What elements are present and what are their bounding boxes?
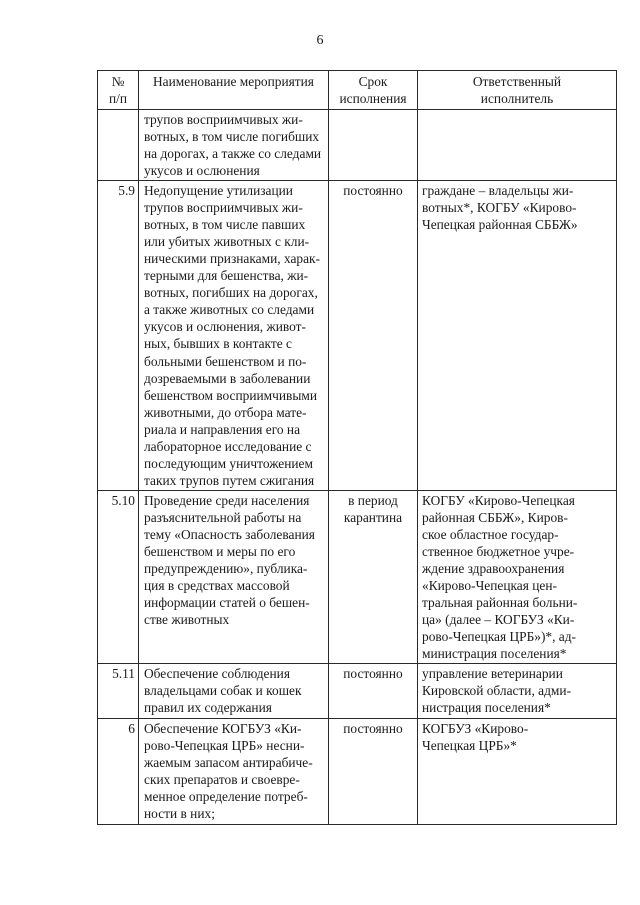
responsible-executor [418, 110, 617, 180]
table-row [98, 663, 617, 718]
activity-name-line: последующим уничтожением [144, 456, 313, 472]
activity-name-line: разъяснительной работы на [144, 509, 302, 525]
row-number: 5.9 [98, 180, 139, 490]
table-header-row [98, 71, 617, 110]
responsible-executor-line: вотных*, КОГБУ «Кирово- [422, 199, 577, 215]
deadline [329, 718, 418, 824]
activity-name [139, 663, 329, 718]
responsible-executor-line: ждение здравоохранения [422, 560, 565, 576]
deadline [329, 180, 418, 490]
row-number: 5.11 [98, 663, 139, 718]
activity-name-line: бешенством восприимчивыми [144, 387, 318, 403]
activity-name-line: Проведение среди населения [144, 492, 310, 508]
header-term-line: исполнения [339, 91, 407, 107]
responsible-executor-line: КОГБУ «Кирово-Чепецкая [422, 492, 575, 508]
activity-name-line: больными бешенством и по- [144, 353, 307, 369]
activity-name-line: таких трупов путем сжигания [144, 473, 315, 489]
activity-name-line: менное определение потреб- [144, 788, 308, 804]
responsible-executor-line: «Кирово-Чепецкая цен- [422, 578, 557, 594]
activity-name-line: риала и направления его на [144, 421, 301, 437]
header-name [139, 71, 329, 110]
activity-name [139, 110, 329, 180]
activity-plan-table [97, 70, 617, 825]
activity-name-line: вотных, в том числе погибших [144, 129, 320, 145]
activity-name-line: Обеспечение КОГБУЗ «Ки- [144, 720, 302, 736]
header-name-line: Наименование мероприятия [153, 74, 314, 89]
activity-name-line: трупов восприимчивых жи- [144, 112, 303, 128]
row-number [98, 110, 139, 180]
activity-name-line: ных, бывших в контакте с [144, 336, 292, 352]
activity-name-line: жаемым запасом антирабиче- [144, 754, 313, 770]
header-term [329, 71, 418, 110]
activity-name-line: ция в средствах массовой [144, 578, 290, 594]
deadline [329, 663, 418, 718]
activity-name-line: вотных, погибших на дорогах, [144, 285, 318, 301]
deadline-line: постоянно [343, 182, 403, 198]
responsible-executor-line: министрация поселения* [422, 646, 567, 662]
activity-name-line: вотных, в том числе павших [144, 216, 306, 232]
activity-name [139, 180, 329, 490]
activity-name-line: ских препаратов и своевре- [144, 771, 300, 787]
header-num-line: № [111, 74, 125, 89]
responsible-executor [418, 718, 617, 824]
table-row [98, 110, 617, 180]
responsible-executor-line: нистрация поселения* [422, 699, 551, 715]
activity-name-line: правил их содержания [144, 699, 272, 715]
row-number: 6 [98, 718, 139, 824]
activity-name-line: укусов и ослюнения, живот- [144, 319, 306, 335]
activity-name-line: тему «Опасность заболевания [144, 526, 315, 542]
responsible-executor-line: ственное бюджетное учре- [422, 543, 575, 559]
activity-name-line: ническими признаками, харак- [144, 250, 321, 266]
responsible-executor-line: тральная районная больни- [422, 595, 578, 611]
activity-name-line: или убитых животных с кли- [144, 233, 310, 249]
activity-name-line: рово-Чепецкая ЦРБ» несни- [144, 737, 305, 753]
activity-name-line: стве животных [144, 612, 230, 628]
responsible-executor-line: граждане – владельцы жи- [422, 182, 574, 198]
responsible-executor-line: Чепецкая ЦРБ»* [422, 737, 517, 753]
activity-name-line: а также животных со следами [144, 302, 315, 318]
header-term-line: Срок [358, 74, 388, 89]
responsible-executor [418, 180, 617, 490]
deadline [329, 490, 418, 663]
activity-name-line: трупов восприимчивых жи- [144, 199, 303, 215]
header-responsible-line: Ответственный [472, 74, 562, 89]
activity-name-line: ности в них; [144, 805, 215, 821]
deadline-line: карантина [343, 509, 403, 525]
responsible-executor-line: Чепецкая районная СББЖ» [422, 216, 578, 232]
header-num [98, 71, 139, 110]
activity-name-line: укусов и ослюнения [144, 163, 260, 179]
activity-name-line: владельцами собак и кошек [144, 682, 302, 698]
responsible-executor-line: рово-Чепецкая ЦРБ»)*, ад- [422, 629, 577, 645]
header-num-line: п/п [108, 91, 128, 107]
activity-name-line: на дорогах, а также со следами [144, 146, 322, 162]
activity-name-line: лабораторное исследование с [144, 438, 312, 454]
activity-name-line: бешенством и меры по его [144, 543, 296, 559]
responsible-executor-line: районная СББЖ», Киров- [422, 509, 568, 525]
deadline-line: постоянно [343, 720, 403, 736]
deadline-line: в период [348, 492, 398, 508]
page-number: 6 [316, 33, 324, 48]
activity-name-line: информации статей о бешен- [144, 595, 310, 611]
responsible-executor-line: Кировской области, адми- [422, 682, 572, 698]
responsible-executor-line: КОГБУЗ «Кирово- [422, 720, 529, 736]
responsible-executor [418, 490, 617, 663]
activity-name-line: дозреваемыми в заболевании [144, 370, 311, 386]
activity-name [139, 490, 329, 663]
responsible-executor-line: ца» (далее – КОГБУЗ «Ки- [422, 612, 575, 628]
activity-name-line: животными, до отбора мате- [144, 404, 307, 420]
responsible-executor-line: управление ветеринарии [422, 665, 563, 681]
activity-name-line: терными для бешенства, жи- [144, 268, 309, 284]
row-number: 5.10 [98, 490, 139, 663]
activity-name-line: Обеспечение соблюдения [144, 665, 290, 681]
activity-name-line: предупреждению», публика- [144, 560, 308, 576]
responsible-executor [418, 663, 617, 718]
activity-name-line: Недопущение утилизации [144, 182, 293, 198]
table-row [98, 490, 617, 663]
table-row [98, 718, 617, 824]
deadline [329, 110, 418, 180]
table-body [98, 110, 617, 824]
deadline-line: постоянно [343, 665, 403, 681]
responsible-executor-line: ское областное государ- [422, 526, 559, 542]
table-row [98, 180, 617, 490]
header-responsible [418, 71, 617, 110]
activity-name [139, 718, 329, 824]
header-responsible-line: исполнитель [480, 91, 554, 107]
